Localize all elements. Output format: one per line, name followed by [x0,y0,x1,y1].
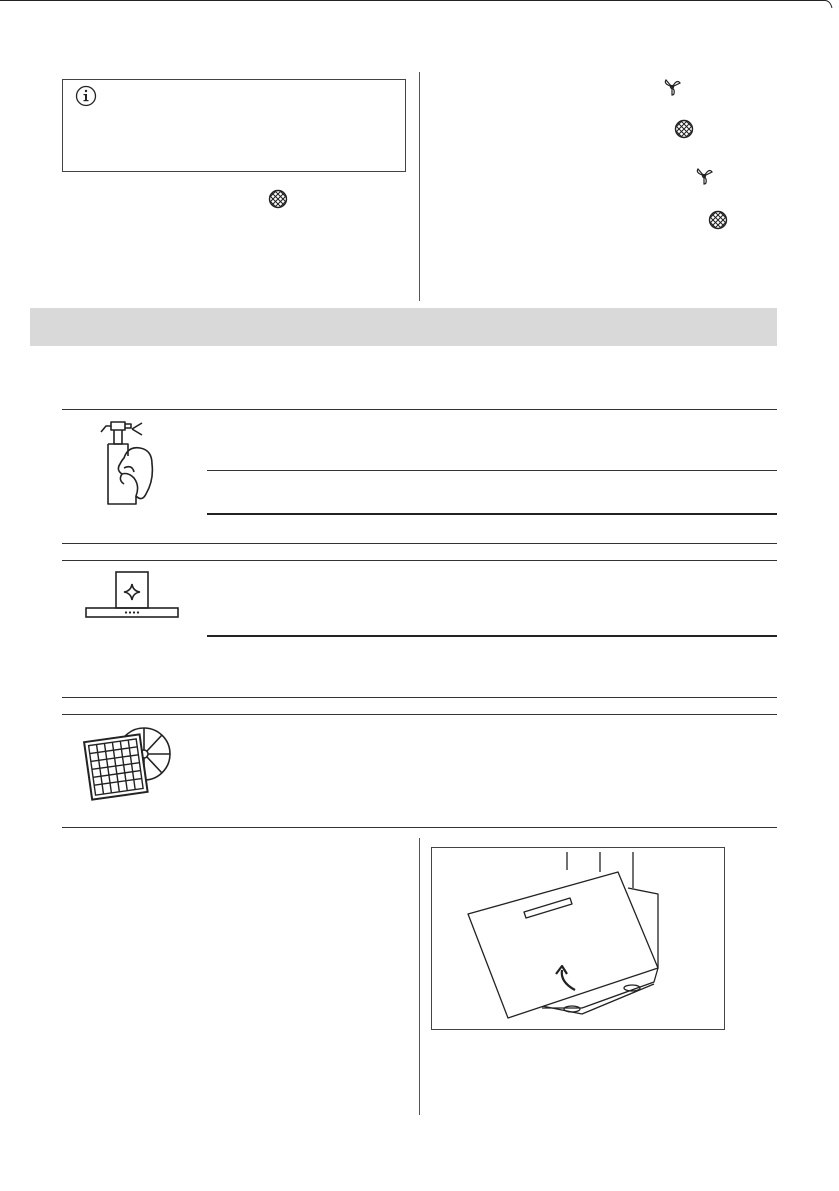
fan-icon [694,166,714,186]
page-crop-mark [0,0,839,14]
info-note-box [62,79,406,172]
section-header-bar [30,308,777,346]
table-row-divider [62,697,777,698]
table-subrow-divider [207,470,777,471]
table-row-divider [62,714,777,715]
filter-grid-indicator-icon [268,189,288,209]
hood-panel-open-illustration [432,848,724,1029]
table-row-divider [62,409,777,410]
info-circle-icon [75,85,97,107]
grease-filter-carbon-filter-icon [80,722,176,802]
column-divider [419,838,420,1115]
table-row-divider [62,827,777,828]
table-row-divider [62,560,777,561]
hood-sparkle-icon [84,570,180,620]
filter-grid-indicator-icon [674,119,694,139]
table-row-divider [62,543,777,544]
filter-grid-indicator-icon [708,210,728,230]
table-subrow-divider [207,513,777,515]
hood-open-figure [431,847,725,1030]
fan-icon [662,77,682,97]
column-divider [419,72,420,301]
spray-bottle-cloth-icon [98,420,160,508]
table-subrow-divider [207,635,777,637]
